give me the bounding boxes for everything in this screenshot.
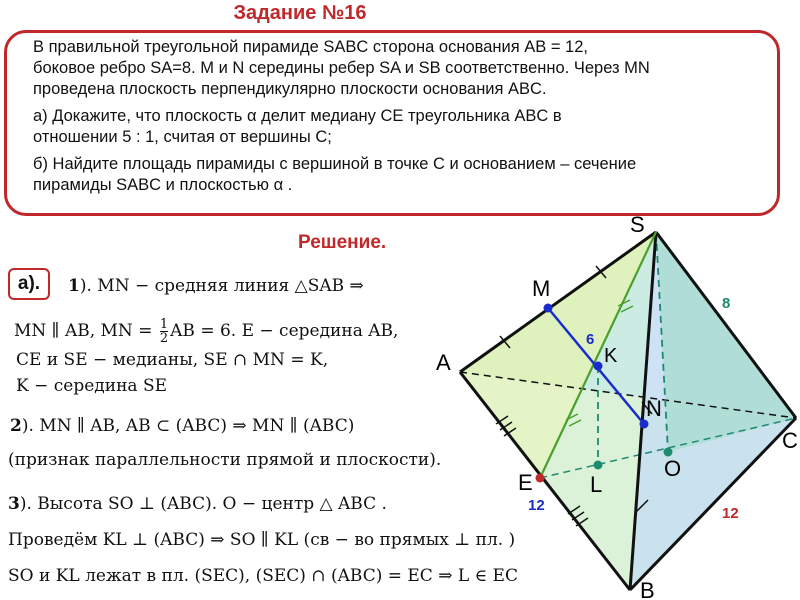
step1-line4: K − середина SE (16, 376, 167, 396)
label-l: L (590, 472, 603, 497)
label-n: N (646, 396, 662, 421)
step1-mn-parallel: MN ∥ AB, MN = (14, 321, 158, 341)
fraction-numerator: 1 (159, 317, 169, 332)
measure-sc-8: 8 (722, 295, 731, 312)
point-l (594, 461, 603, 470)
step1-line3: CE и SE − медианы, SE ∩ MN = K, (16, 350, 329, 370)
fraction-denominator: 2 (159, 331, 169, 346)
label-k: K (604, 345, 618, 367)
measure-mn-6: 6 (586, 331, 595, 348)
part-a-line-2: отношении 5 : 1, считая от вершины C; (33, 128, 332, 146)
step3-text: ). Высота SO ⊥ (ABC). O − центр △ ABC . (19, 494, 387, 514)
measure-bc-12: 12 (722, 505, 739, 522)
face-sc-inner (656, 232, 796, 452)
step3-line3: SO и KL лежат в пл. (SEC), (SEC) ∩ (ABC) = EC ⇒ L ∈ EC (8, 566, 518, 586)
step2-line2: (признак параллельности прямой и плоскости). (8, 450, 442, 470)
step1-number: 1 (68, 276, 80, 296)
solution-heading: Решение. (298, 232, 387, 253)
statement-line-3: проведена плоскость перпендикулярно плоскости основания ABC. (33, 80, 547, 98)
statement-line-2: боковое ребро SA=8. M и N середины ребер SA и SB соответственно. Через MN (33, 59, 650, 77)
step1-text: ). MN − средняя линия △SAB ⇒ (79, 276, 364, 296)
label-c: C (782, 428, 798, 453)
point-m (544, 304, 553, 313)
part-a-line-1: а) Докажите, что плоскость α делит медиану CE треугольника ABC в (33, 107, 562, 125)
point-k (594, 362, 603, 371)
label-m: M (532, 276, 551, 301)
statement-line-1: В правильной треугольной пирамиде SABC сторона основания AB = 12, (33, 38, 588, 56)
part-b-line-2: пирамиды SABC и плоскостью α . (33, 176, 293, 194)
point-e (536, 474, 545, 483)
label-e: E (518, 470, 533, 495)
step2-text: ). MN ∥ AB, AB ⊂ (ABC) ⇒ MN ∥ (ABC) (21, 416, 355, 436)
part-b-line-1: б) Найдите площадь пирамиды с вершиной в точке C и основанием – сечение (33, 155, 637, 173)
step3-line2: Проведём KL ⊥ (ABC) ⇒ SO ∥ KL (св − во прямых ⊥ пл. ) (8, 530, 516, 550)
step1-ab-six: AB = 6. E − середина AB, (170, 321, 399, 341)
part-a-badge: а). (8, 268, 50, 300)
label-a: A (436, 350, 451, 375)
step2-number: 2 (10, 416, 22, 436)
label-s: S (630, 212, 645, 237)
step3-number: 3 (8, 494, 20, 514)
label-o: O (664, 456, 682, 481)
task-title: Задание №16 (233, 2, 367, 24)
measure-ae-12: 12 (528, 497, 545, 514)
label-b: B (640, 578, 655, 600)
